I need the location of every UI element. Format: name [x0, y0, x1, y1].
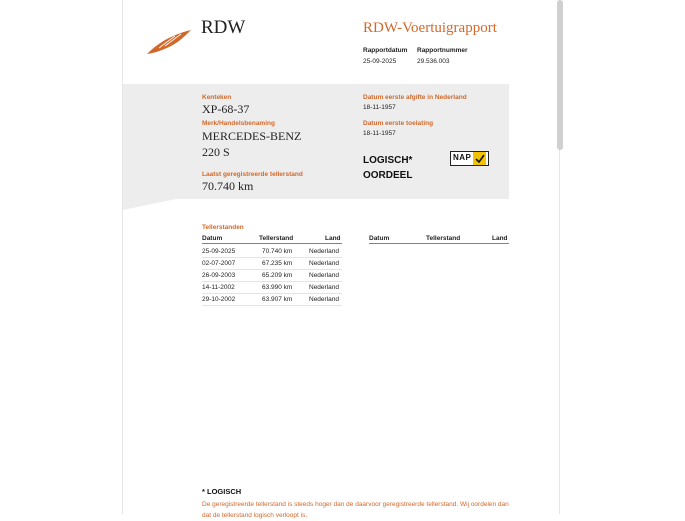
model-value: 220 S [202, 145, 230, 159]
panel-decoration [123, 198, 181, 210]
nap-badge [450, 151, 489, 166]
nap-badge-text: NAP [453, 153, 472, 162]
row-date: 14-11-2002 [202, 284, 235, 291]
row-country: Nederland [309, 248, 339, 255]
table-row [202, 258, 342, 270]
readings-title: Tellerstanden [202, 224, 244, 231]
make-label: Merk/Handelsbenaming [202, 120, 275, 127]
report-number: 29.536.003 [417, 58, 450, 65]
checkmark-icon [473, 152, 486, 165]
footnote-text: De geregistreerde tellerstand is steeds hoger dan de daarvoor geregistreerde tellerstand. Wij oordelen dan dat de tellerstand logisch verloopt is. [202, 501, 509, 519]
table-row [202, 282, 342, 294]
table-header-rule [202, 243, 342, 244]
first-issue-nl-value: 18-11-1957 [363, 104, 396, 111]
report-date: 25-09-2025 [363, 58, 397, 65]
row-country: Nederland [309, 284, 339, 291]
first-admission-label: Datum eerste toelating [363, 120, 434, 127]
col-reading-header-2: Tellerstand [426, 235, 461, 242]
table-row [202, 270, 342, 282]
odometer-verdict [363, 153, 412, 183]
report-date-label: Rapportdatum [363, 47, 408, 54]
row-reading: 70.740 km [262, 248, 293, 255]
col-date-header-2: Datum [369, 235, 390, 242]
odometer-value: 70.740 km [202, 179, 254, 193]
first-admission-value: 18-11-1957 [363, 130, 396, 137]
table-row [202, 294, 342, 306]
verdict-line-2: OORDEEL [363, 170, 413, 181]
rdw-feather-icon [145, 28, 195, 56]
col-reading-header: Tellerstand [259, 235, 294, 242]
col-country-header: Land [325, 235, 341, 242]
row-date: 02-07-2007 [202, 260, 236, 267]
vehicle-summary-panel [123, 84, 509, 199]
row-country: Nederland [309, 272, 339, 279]
table-row [202, 246, 342, 258]
col-country-header-2: Land [492, 235, 508, 242]
odometer-label: Laatst geregistreerde tellerstand [202, 171, 303, 178]
row-country: Nederland [309, 296, 339, 303]
brand-name: RDW [201, 17, 246, 38]
report-number-label: Rapportnummer [417, 47, 468, 54]
table-header-rule-2 [369, 243, 509, 244]
first-issue-nl-label: Datum eerste afgifte in Nederland [363, 94, 467, 101]
scrollbar-thumb[interactable] [557, 0, 563, 150]
col-date-header: Datum [202, 235, 223, 242]
row-reading: 63.990 km [262, 284, 293, 291]
verdict-line-1: LOGISCH* [363, 155, 413, 166]
row-reading: 63.907 km [262, 296, 293, 303]
make-value: MERCEDES-BENZ [202, 129, 302, 143]
footnote-title: * LOGISCH [202, 487, 242, 496]
report-title: RDW-Voertuigrapport [363, 20, 497, 36]
row-reading: 67.235 km [262, 260, 293, 267]
row-reading: 65.209 km [262, 272, 293, 279]
row-date: 26-09-2003 [202, 272, 236, 279]
row-country: Nederland [309, 260, 339, 267]
row-date: 25-09-2025 [202, 248, 236, 255]
plate-label: Kenteken [202, 94, 232, 101]
plate-value: XP-68-37 [202, 102, 250, 116]
row-date: 29-10-2002 [202, 296, 236, 303]
